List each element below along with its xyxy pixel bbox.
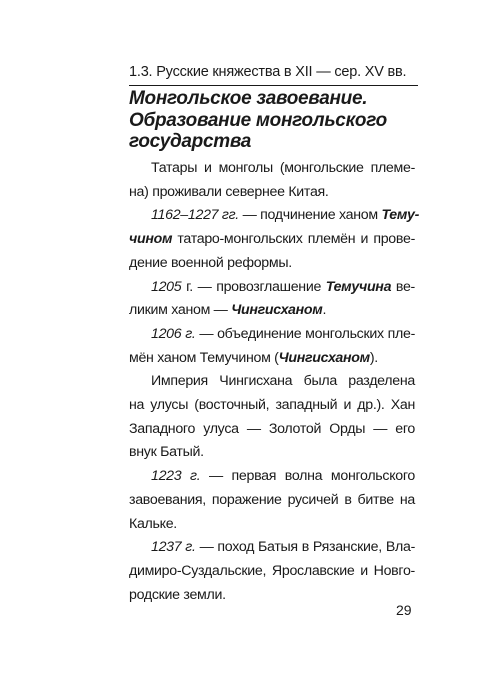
text-line — [129, 394, 415, 418]
body-text — [129, 157, 420, 607]
plain-text: — подчинение ханом — [238, 207, 382, 224]
plain-text: завоевания, поражение русичей в битве на — [129, 491, 415, 508]
plain-text: — поход Батыя в Рязанские, Вла- — [195, 539, 415, 556]
text-line — [129, 276, 415, 300]
text-line — [129, 370, 415, 394]
text-line — [129, 181, 415, 205]
plain-text: родские земли. — [129, 586, 226, 603]
text-line — [129, 228, 415, 252]
paragraph — [129, 465, 415, 536]
text-line — [129, 204, 420, 228]
paragraph — [129, 323, 415, 370]
text-line — [129, 465, 415, 489]
plain-text: — первая волна монгольского — [200, 468, 416, 485]
plain-text: . — [322, 302, 327, 319]
section-title-line: Образование монгольского — [129, 109, 387, 131]
text-line — [129, 157, 415, 181]
keyword-text: Тему- — [381, 207, 420, 224]
paragraph — [129, 204, 420, 275]
plain-text: Татары и монголы (монгольские племе- — [151, 160, 415, 176]
plain-text: ликим ханом — — [129, 302, 232, 319]
date-text: 1237 г. — [151, 539, 196, 556]
plain-text: татаро-монгольских племён и прове- — [172, 231, 415, 248]
running-head: 1.3. Русские княжества в XII — сер. XV вв. — [129, 64, 407, 80]
text-line — [129, 441, 415, 465]
page-number: 29 — [396, 602, 412, 618]
text-line — [129, 489, 415, 513]
plain-text: на улусы (восточный, западный и др.). Хан — [129, 397, 415, 414]
section-title — [129, 88, 429, 153]
text-line — [129, 536, 415, 560]
plain-text: — объединение монгольских пле- — [195, 325, 415, 342]
plain-text: дение военной реформы. — [129, 254, 292, 271]
keyword-text: Чингисханом — [231, 302, 323, 319]
date-text: 1206 г. — [151, 325, 196, 342]
text-line — [129, 560, 415, 584]
date-text: 1223 г. — [151, 468, 201, 485]
plain-text: мён ханом Темучином ( — [129, 349, 279, 366]
paragraph — [129, 370, 415, 465]
keyword-text: Темучина — [325, 278, 392, 295]
text-line — [129, 418, 415, 442]
plain-text: Западного улуса — Золотой Орды — его — [129, 420, 415, 437]
date-text: 1205 — [151, 278, 182, 295]
text-line — [129, 323, 415, 347]
running-head-rule — [129, 85, 418, 86]
paragraph — [129, 157, 415, 204]
keyword-text: чином — [129, 231, 173, 248]
date-text: 1162–1227 гг. — [151, 207, 239, 224]
text-line — [129, 513, 415, 537]
paragraph — [129, 276, 415, 323]
text-line — [129, 299, 415, 323]
text-line — [129, 347, 415, 371]
keyword-text: Чингисханом — [278, 349, 370, 366]
paragraph — [129, 536, 415, 607]
plain-text: на) проживали севернее Китая. — [129, 183, 329, 200]
plain-text: Империя Чингисхана была разделена — [151, 373, 415, 390]
text-line — [129, 252, 415, 276]
plain-text: ). — [369, 349, 378, 366]
plain-text: г. — провозглашение — [181, 278, 326, 295]
text-line — [129, 584, 415, 608]
plain-text: внук Батый. — [129, 444, 204, 461]
section-title-line: Монгольское завоевание. — [129, 88, 368, 109]
plain-text: димиро-Суздальские, Ярославские и Новго- — [129, 562, 415, 579]
section-title-line: государства — [129, 131, 252, 152]
plain-text: ве- — [391, 278, 415, 295]
plain-text: Кальке. — [129, 515, 177, 532]
